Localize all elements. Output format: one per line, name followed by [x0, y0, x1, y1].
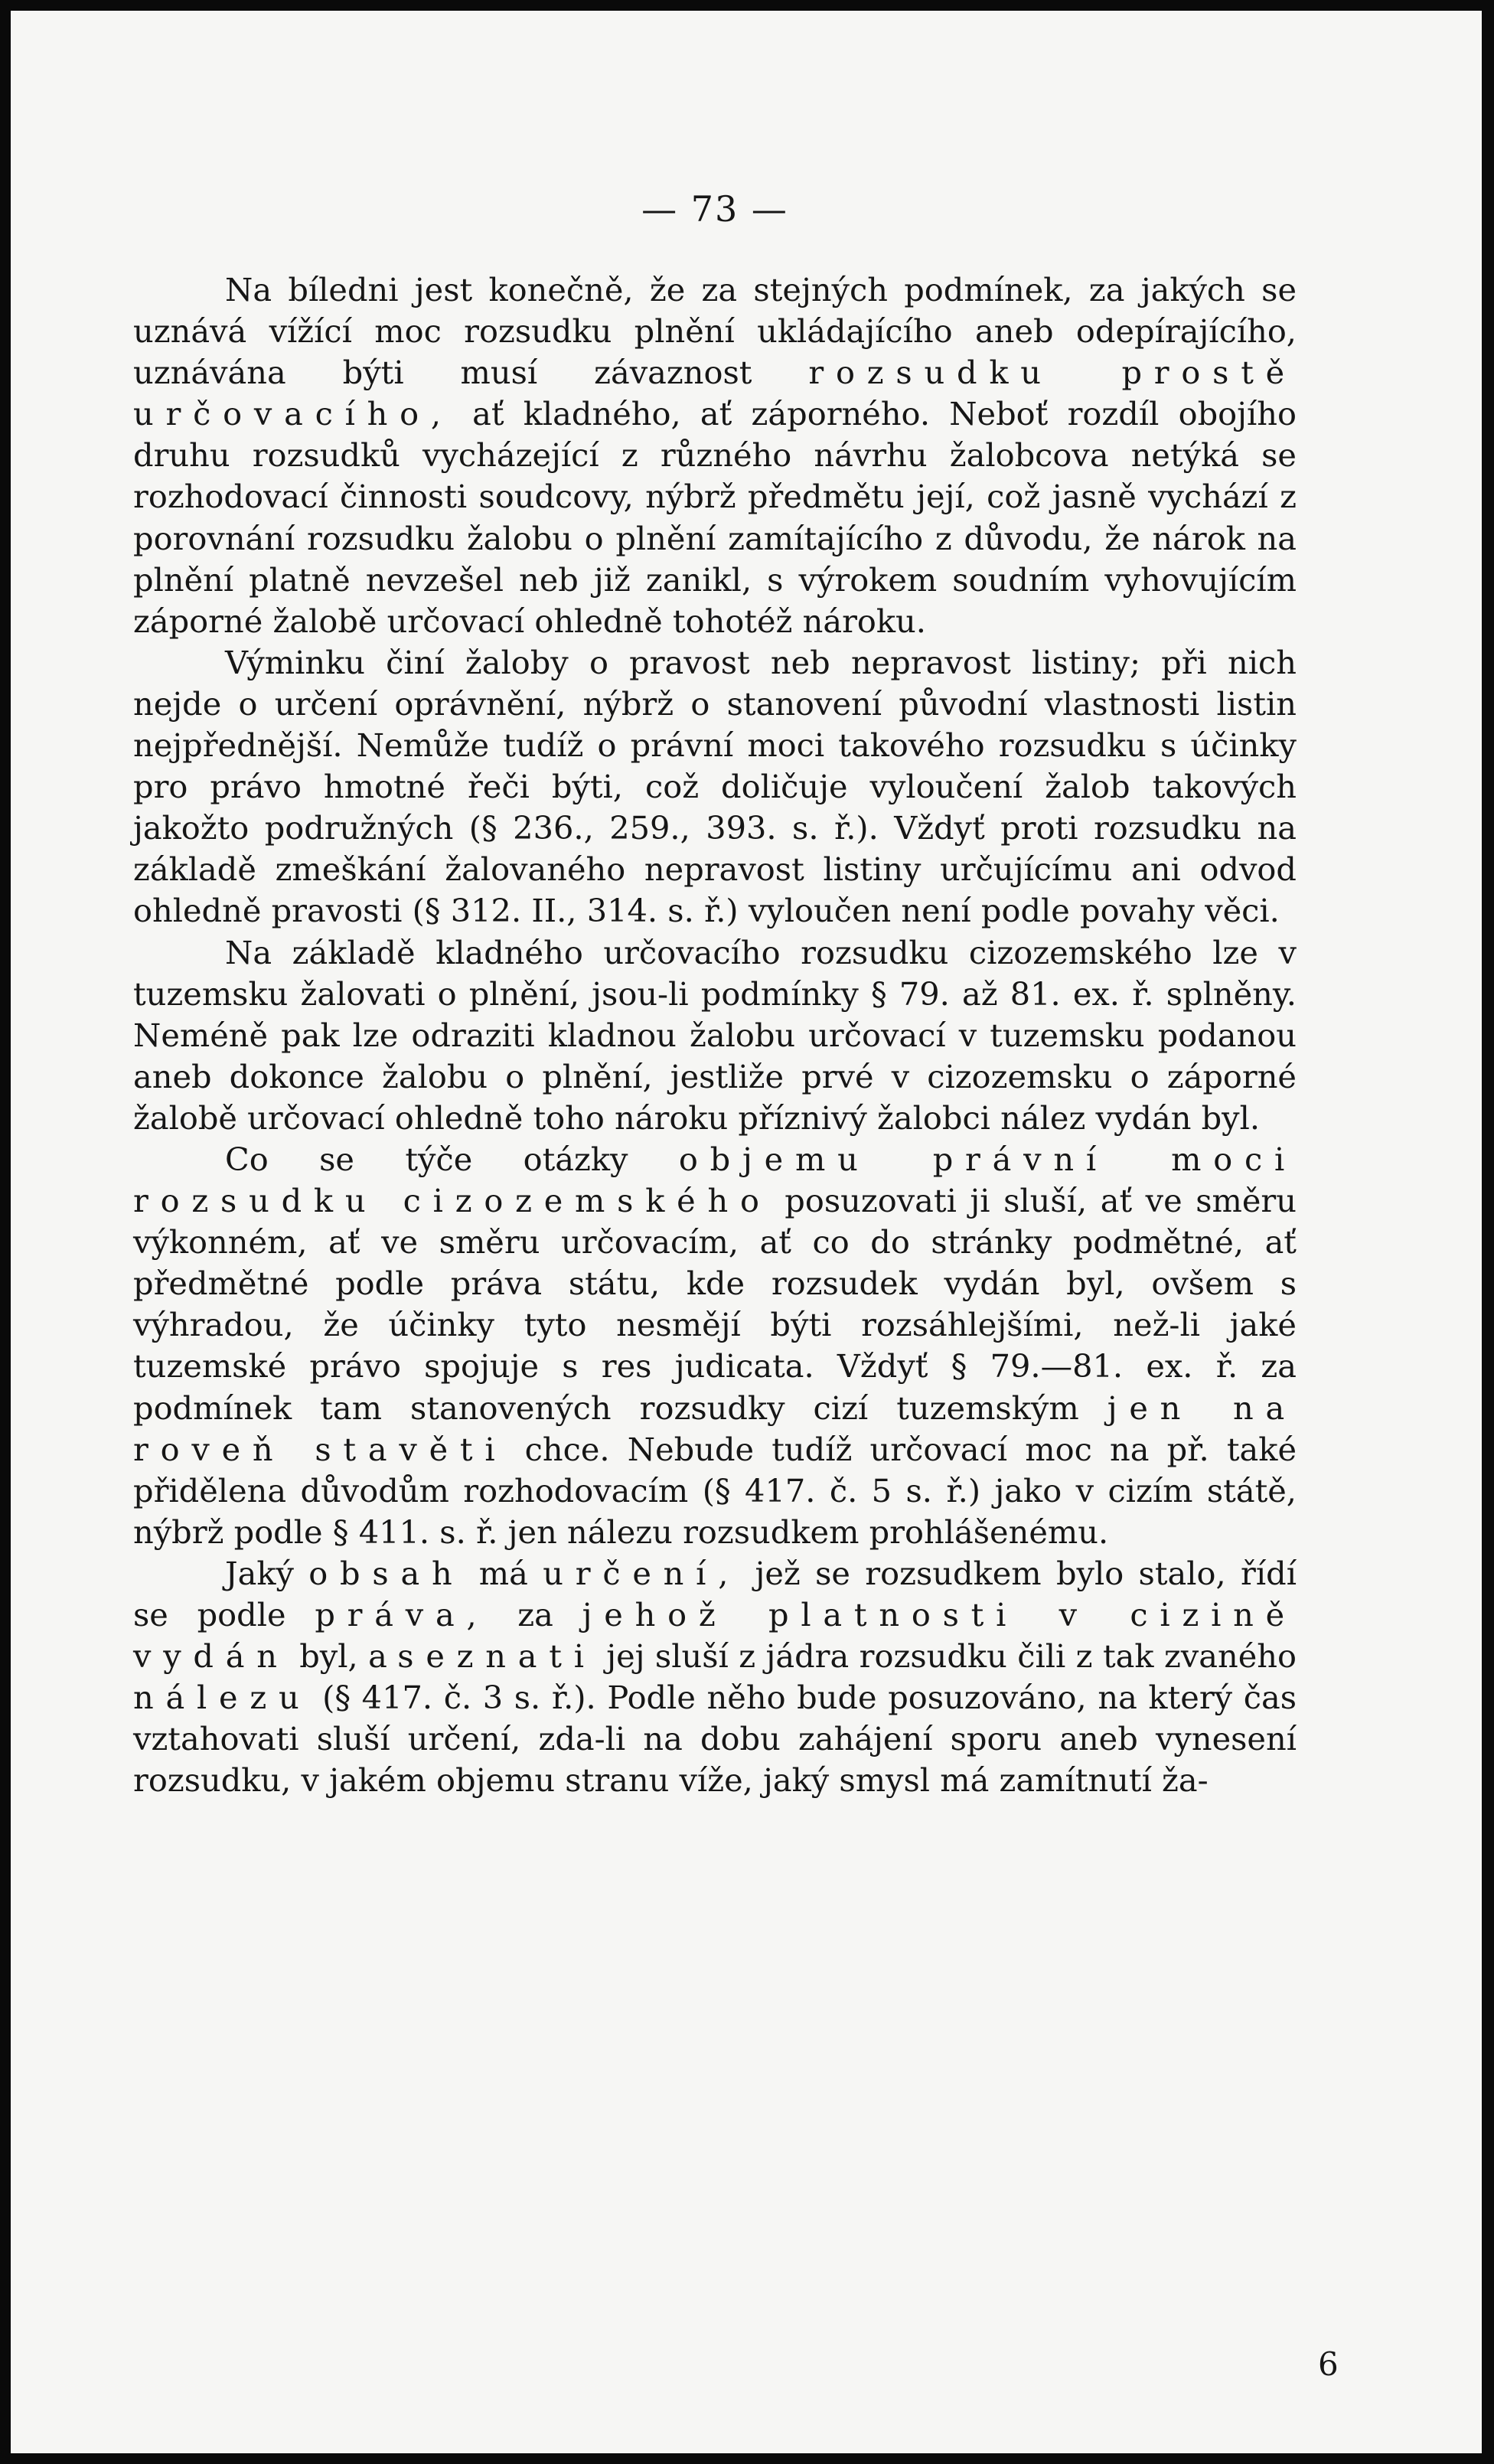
- paragraph-5-text-e: byl, a: [289, 1637, 398, 1676]
- paragraph-5-text-b: má: [464, 1554, 543, 1592]
- paragraph-1: [133, 269, 1297, 642]
- page-number: — 73 —: [641, 188, 788, 230]
- paragraph-3: Na základě kladného určovacího rozsudku cizozemského lze v tuzemsku žalovati o plnění, jsou-li podmínky § 79. až 81. ex. ř. splněny. Neméně pak lze odraziti kladnou žalobu určovací v tuzemsku podanou aneb dokonce žalobu o plnění, jestliže prvé v cizozemsku o záporné žalobě určovací ohledně toho nároku příznivý žalobci nález vydán byl.: [133, 933, 1297, 1137]
- paragraph-5-text-c: jež se rozsudkem bylo stalo, řídí se podle: [133, 1554, 1297, 1633]
- paragraph-4-text-c: chce. Nebude tudíž určovací moc na př. také přidělena důvodům rozhodovacím (§ 417. č. 5 s. ř.) jako v cizím státě, nýbrž podle § 411. s. ř. jen nálezu rozsudkem prohlášenému.: [133, 1430, 1297, 1551]
- signature-mark: 6: [1318, 2345, 1339, 2383]
- paragraph-1-text-b: ať kladného, ať záporného. Neboť rozdíl obojího druhu rozsudků vycházející z různého návrhu žalobcova netýká se rozhodovací činnosti soudcovy, nýbrž předmětu její, což jasně vychází z porovnání rozsudku žalobu o plnění zamítajícího z důvodu, že nárok na plnění platně nevzešel neb již zanikl, s výrokem soudním vyhovujícím záporné žalobě určovací ohledně tohotéž nároku.: [133, 395, 1297, 640]
- paragraph-5-text-f: jej sluší z jádra rozsudku čili z tak zvaného: [595, 1637, 1297, 1676]
- body-text: [133, 269, 1297, 1801]
- paragraph-4: [133, 1139, 1297, 1553]
- spaced-emphasis-obsah: obsah: [308, 1554, 465, 1592]
- scanned-page: [11, 11, 1482, 2453]
- paragraph-1-text-a: Na bíledni jest konečně, že za stejných podmínek, za jakých se uznává vížící moc rozsudku plnění ukládajícího aneb odepírajícího, uznávána býti musí závaznost: [133, 271, 1297, 392]
- spaced-emphasis-objemu-pravni-moci: objemu právní moci rozsudku cizozemského: [133, 1140, 1297, 1220]
- paragraph-5-text-a: Jaký: [225, 1554, 309, 1592]
- spaced-emphasis-urceni: určení,: [543, 1554, 741, 1592]
- paragraph-5-text-d: za: [488, 1596, 582, 1633]
- spaced-emphasis-prava: práva,: [315, 1596, 489, 1633]
- spaced-emphasis-jehoz-platnosti: jehož platnosti v cizině vydán: [133, 1596, 1297, 1676]
- paragraph-4-text-b: posuzovati ji sluší, ať ve směru výkonném, ať ve směru určovacím, ať co do stránky podmětné, ať předmětné podle práva státu, kde rozsudek vydán byl, ovšem s výhradou, že účinky tyto nesmějí býti rozsáhlejšími, než-li jaké tuzemské právo spojuje s res judicata. Vždyť § 79.—81. ex. ř. za podmínek tam stanovených rozsudky cizí tuzemským: [133, 1182, 1297, 1427]
- paragraph-4-text-a: Co se týče otázky: [225, 1140, 679, 1178]
- paragraph-5-text-g: (§ 417. č. 3 s. ř.). Podle něho bude posuzováno, na který čas vztahovati sluší určení, zda-li na dobu zahájení sporu aneb vynesení rozsudku, v jakém objemu stranu víže, jaký smysl má zamítnutí ža-: [133, 1679, 1297, 1800]
- spaced-emphasis-seznati: seznati: [397, 1637, 596, 1676]
- paragraph-5: [133, 1553, 1297, 1802]
- spaced-emphasis-jen-na-roven-staveti: jen na roveň stavěti: [133, 1389, 1297, 1468]
- spaced-emphasis-rozsudku-proste-urcovaciho: rozsudku prostě určovacího,: [133, 354, 1297, 433]
- spaced-emphasis-nalezu: nálezu: [133, 1679, 312, 1717]
- paragraph-2: Výminku činí žaloby o pravost neb nepravost listiny; při nich nejde o určení oprávnění, nýbrž o stanovení původní vlastnosti listin nejpřednější. Nemůže tudíž o právní moci takového rozsudku s účinky pro právo hmotné řeči býti, což doličuje vyloučení žalob takových jakožto podružných (§ 236., 259., 393. s. ř.). Vždyť proti rozsudku na základě zmeškání žalovaného nepravost listiny určujícímu ani odvod ohledně pravosti (§ 312. II., 314. s. ř.) vyloučen není podle povahy věci.: [133, 643, 1297, 930]
